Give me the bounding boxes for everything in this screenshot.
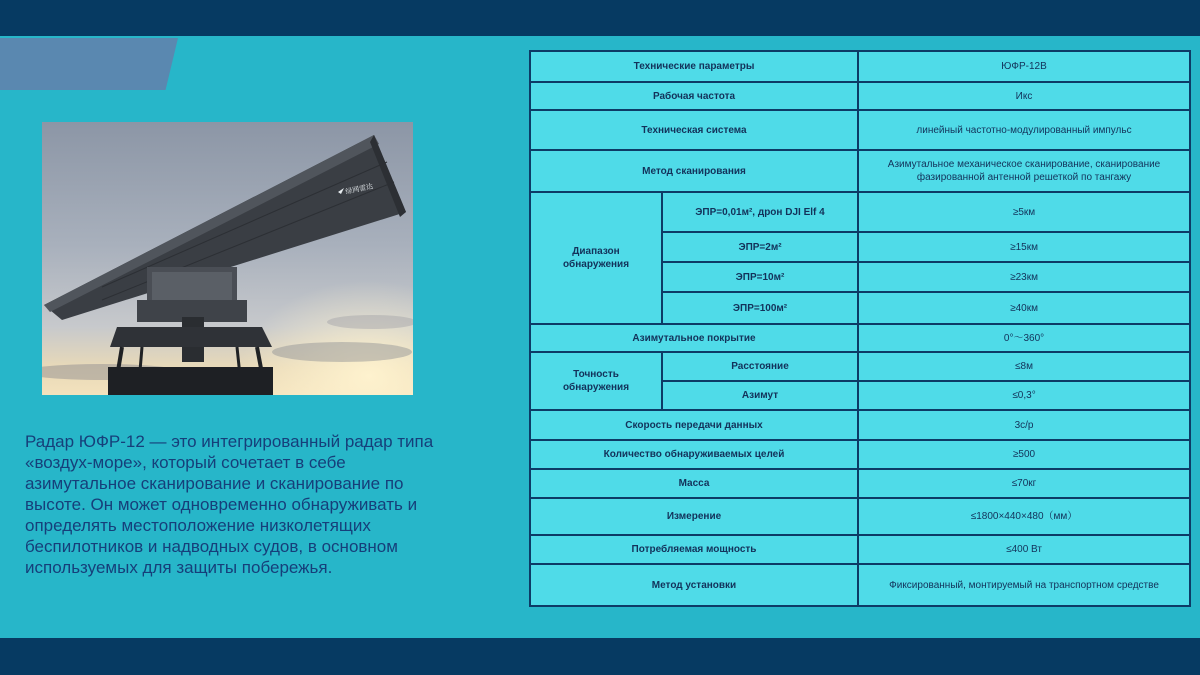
header-model-cell: ЮФР-12В [858,51,1190,82]
accuracy-value-cell: ≤0,3° [858,381,1190,410]
spec-table [529,50,1191,607]
table-row-scan [530,150,1190,192]
table-row-install [530,564,1190,606]
table-row-data-rate [530,410,1190,440]
accuracy-label-cell: Точность обнаружения [530,352,662,410]
freq-label-cell: Рабочая частота [530,82,858,110]
radar-image [42,122,413,395]
svg-text:绿网雷达: 绿网雷达 [344,182,374,196]
range-sub-cell: ЭПР=0,01м², дрон DJI Elf 4 [662,192,858,232]
accuracy-value-cell: ≤8м [858,352,1190,381]
targets-value-cell: ≥500 [858,440,1190,469]
corner-accent-shape [0,38,178,90]
azimuth-cov-label-cell: Азимутальное покрытие [530,324,858,352]
table-row-frequency [530,82,1190,110]
radar-photo [42,122,413,395]
size-label-cell: Измерение [530,498,858,535]
spec-table-wrapper [529,50,1189,607]
table-row-mass [530,469,1190,498]
power-value-cell: ≤400 Вт [858,535,1190,564]
table-row-size [530,498,1190,535]
table-row-power [530,535,1190,564]
range-sub-cell: ЭПР=100м² [662,292,858,324]
table-row-azimuth-coverage [530,324,1190,352]
range-value-cell: ≥40км [858,292,1190,324]
scan-value-cell: Азимутальное механическое сканирование, сканирование фазированной антенной решеткой по тангажу [858,150,1190,192]
freq-value-cell: Икс [858,82,1190,110]
rate-value-cell: 3с/р [858,410,1190,440]
targets-label-cell: Количество обнаруживаемых целей [530,440,858,469]
range-sub-cell: ЭПР=2м² [662,232,858,262]
mass-label-cell: Масса [530,469,858,498]
azimuth-cov-value-cell: 0°～360° [858,324,1190,352]
range-value-cell: ≥5км [858,192,1190,232]
system-label-cell: Техническая система [530,110,858,150]
top-banner [0,0,1200,36]
table-row-header [530,51,1190,82]
range-value-cell: ≥23км [858,262,1190,292]
install-value-cell: Фиксированный, монтируемый на транспортном средстве [858,564,1190,606]
table-row-targets [530,440,1190,469]
radar-description: Радар ЮФР-12 — это интегрированный радар типа «воздух-море», который сочетает в себе азимутальное сканирование и сканирование по высоте. Он может одновременно обнаруживать и определять местоположение низколетящих беспилотников и надводных судов, в основном используемых для защиты побережья. [25,432,434,577]
accuracy-sub-cell: Расстояние [662,352,858,381]
range-label-cell: Диапазон обнаружения [530,192,662,324]
range-value-cell: ≥15км [858,232,1190,262]
mass-value-cell: ≤70кг [858,469,1190,498]
accuracy-sub-cell: Азимут [662,381,858,410]
rate-label-cell: Скорость передачи данных [530,410,858,440]
bottom-banner [0,638,1200,675]
scan-label-cell: Метод сканирования [530,150,858,192]
size-value-cell: ≤1800×440×480（мм） [858,498,1190,535]
header-param-cell: Технические параметры [530,51,858,82]
table-row-accuracy-1 [530,352,1190,381]
install-label-cell: Метод установки [530,564,858,606]
table-row-range-1 [530,192,1190,232]
system-value-cell: линейный частотно-модулированный импульс [858,110,1190,150]
range-sub-cell: ЭПР=10м² [662,262,858,292]
power-label-cell: Потребляемая мощность [530,535,858,564]
table-row-system [530,110,1190,150]
